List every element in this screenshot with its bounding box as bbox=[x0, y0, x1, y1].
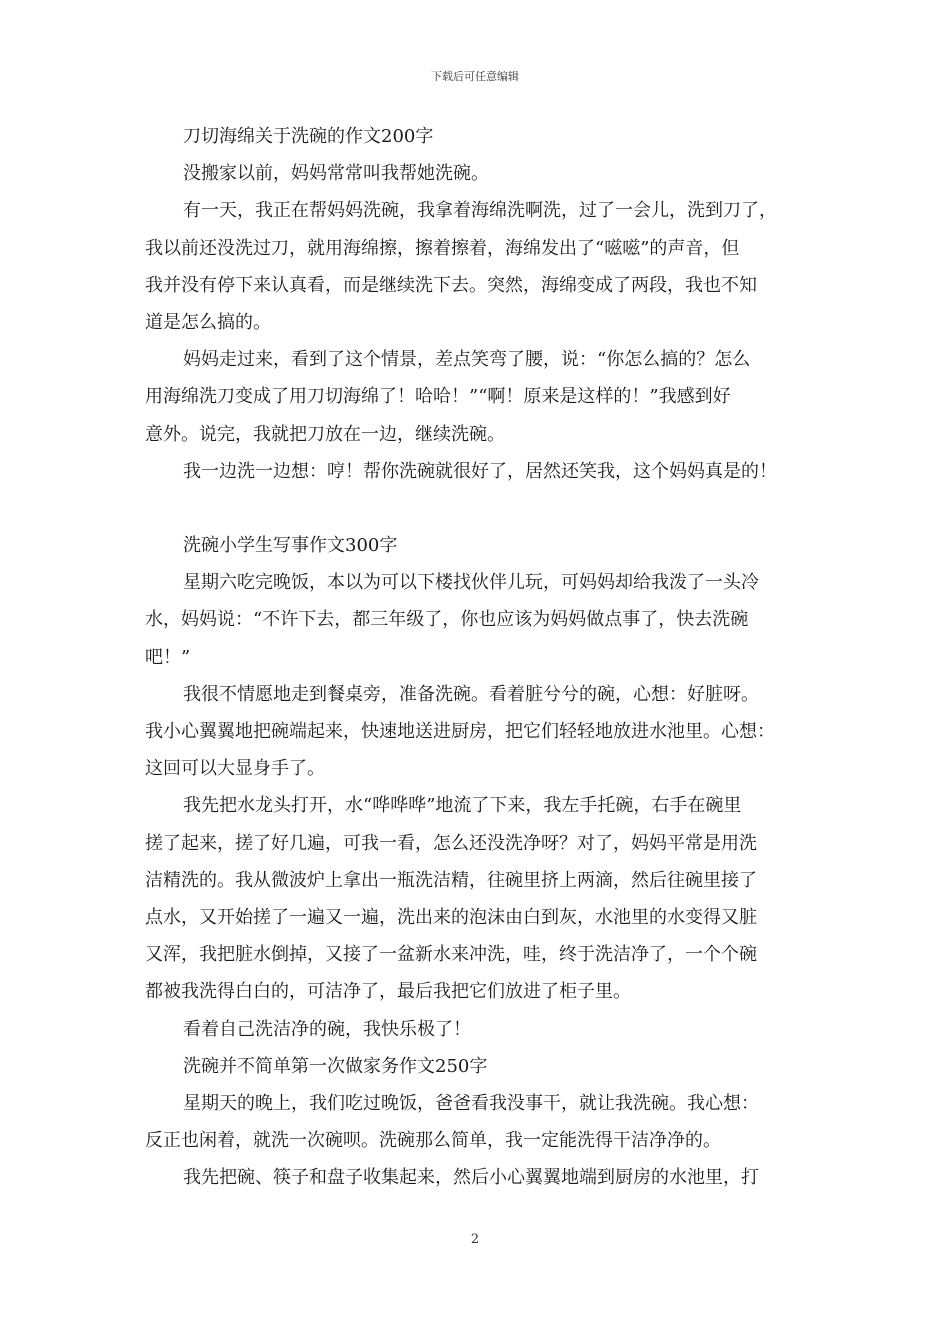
text-line: 我并没有停下来认真看，而是继续洗下去。突然，海绵变成了两段，我也不知 bbox=[145, 274, 757, 296]
text-line: 洗碗小学生写事作文300字 bbox=[183, 535, 398, 557]
page-number: 2 bbox=[470, 1232, 480, 1247]
text-line: 有一天，我正在帮妈妈洗碗，我拿着海绵洗啊洗，过了一会儿，洗到刀了， bbox=[183, 200, 777, 222]
text-line: 水，妈妈说：“不许下去，都三年级了，你也应该为妈妈做点事了，快去洗碗 bbox=[145, 609, 749, 631]
page-header: 下载后可任意编辑 bbox=[431, 70, 519, 83]
text-line: 点水，又开始搓了一遍又一遍，洗出来的泡沫由白到灰，水池里的水变得又脏 bbox=[145, 906, 757, 928]
text-line: 洁精洗的。我从微波炉上拿出一瓶洗洁精，往碗里挤上两滴，然后往碗里接了 bbox=[145, 869, 757, 891]
text-line: 又浑，我把脏水倒掉，又接了一盆新水来冲洗，哇，终于洗洁净了，一个个碗 bbox=[145, 944, 757, 966]
text-line: 没搬家以前，妈妈常常叫我帮她洗碗。 bbox=[183, 163, 489, 185]
text-line: 道是怎么搞的。 bbox=[145, 311, 271, 333]
text-line: 我先把碗、筷子和盘子收集起来，然后小心翼翼地端到厨房的水池里，打 bbox=[183, 1167, 759, 1189]
text-line: 我很不情愿地走到餐桌旁，准备洗碗。看着脏兮兮的碗，心想：好脏呀。 bbox=[183, 683, 759, 705]
text-line: 我一边洗一边想：哼！帮你洗碗就很好了，居然还笑我，这个妈妈真是的！ bbox=[183, 460, 777, 482]
text-line: 用海绵洗刀变成了用刀切海绵了！哈哈！”“啊！原来是这样的！”我感到好 bbox=[145, 386, 731, 408]
text-line: 星期六吃完晚饭，本以为可以下楼找伙伴儿玩，可妈妈却给我泼了一头冷 bbox=[183, 572, 759, 594]
text-line: 我先把水龙头打开，水“哗哗哗”地流了下来，我左手托碗，右手在碗里 bbox=[183, 795, 742, 817]
text-line: 吧！” bbox=[145, 646, 191, 668]
document-body bbox=[145, 118, 811, 1196]
text-line: 意外。说完，我就把刀放在一边，继续洗碗。 bbox=[145, 423, 505, 445]
text-line: 看着自己洗洁净的碗，我快乐极了！ bbox=[183, 1018, 471, 1040]
text-line: 反正也闲着，就洗一次碗呗。洗碗那么简单，我一定能洗得干洁净净的。 bbox=[145, 1130, 721, 1152]
text-line: 刀切海绵关于洗碗的作文200字 bbox=[183, 126, 434, 147]
text-line: 妈妈走过来，看到了这个情景，差点笑弯了腰，说：“你怎么搞的？怎么 bbox=[183, 349, 751, 371]
text-line: 洗碗并不简单第一次做家务作文250字 bbox=[183, 1055, 488, 1077]
blank-line bbox=[145, 490, 811, 527]
text-line: 我以前还没洗过刀，就用海绵擦，擦着擦着，海绵发出了“嗞嗞”的声音，但 bbox=[145, 237, 740, 259]
text-line: 星期天的晚上，我们吃过晚饭，爸爸看我没事干，就让我洗碗。我心想： bbox=[183, 1092, 759, 1114]
text-line: 这回可以大显身手了。 bbox=[145, 758, 325, 780]
text-line: 我小心翼翼地把碗端起来，快速地送进厨房，把它们轻轻地放进水池里。心想： bbox=[145, 721, 775, 742]
text-line: 都被我洗得白白的，可洁净了，最后我把它们放进了柜子里。 bbox=[145, 981, 631, 1003]
text-line: 搓了起来，搓了好几遍，可我一看，怎么还没洗净呀？对了，妈妈平常是用洗 bbox=[145, 832, 757, 854]
